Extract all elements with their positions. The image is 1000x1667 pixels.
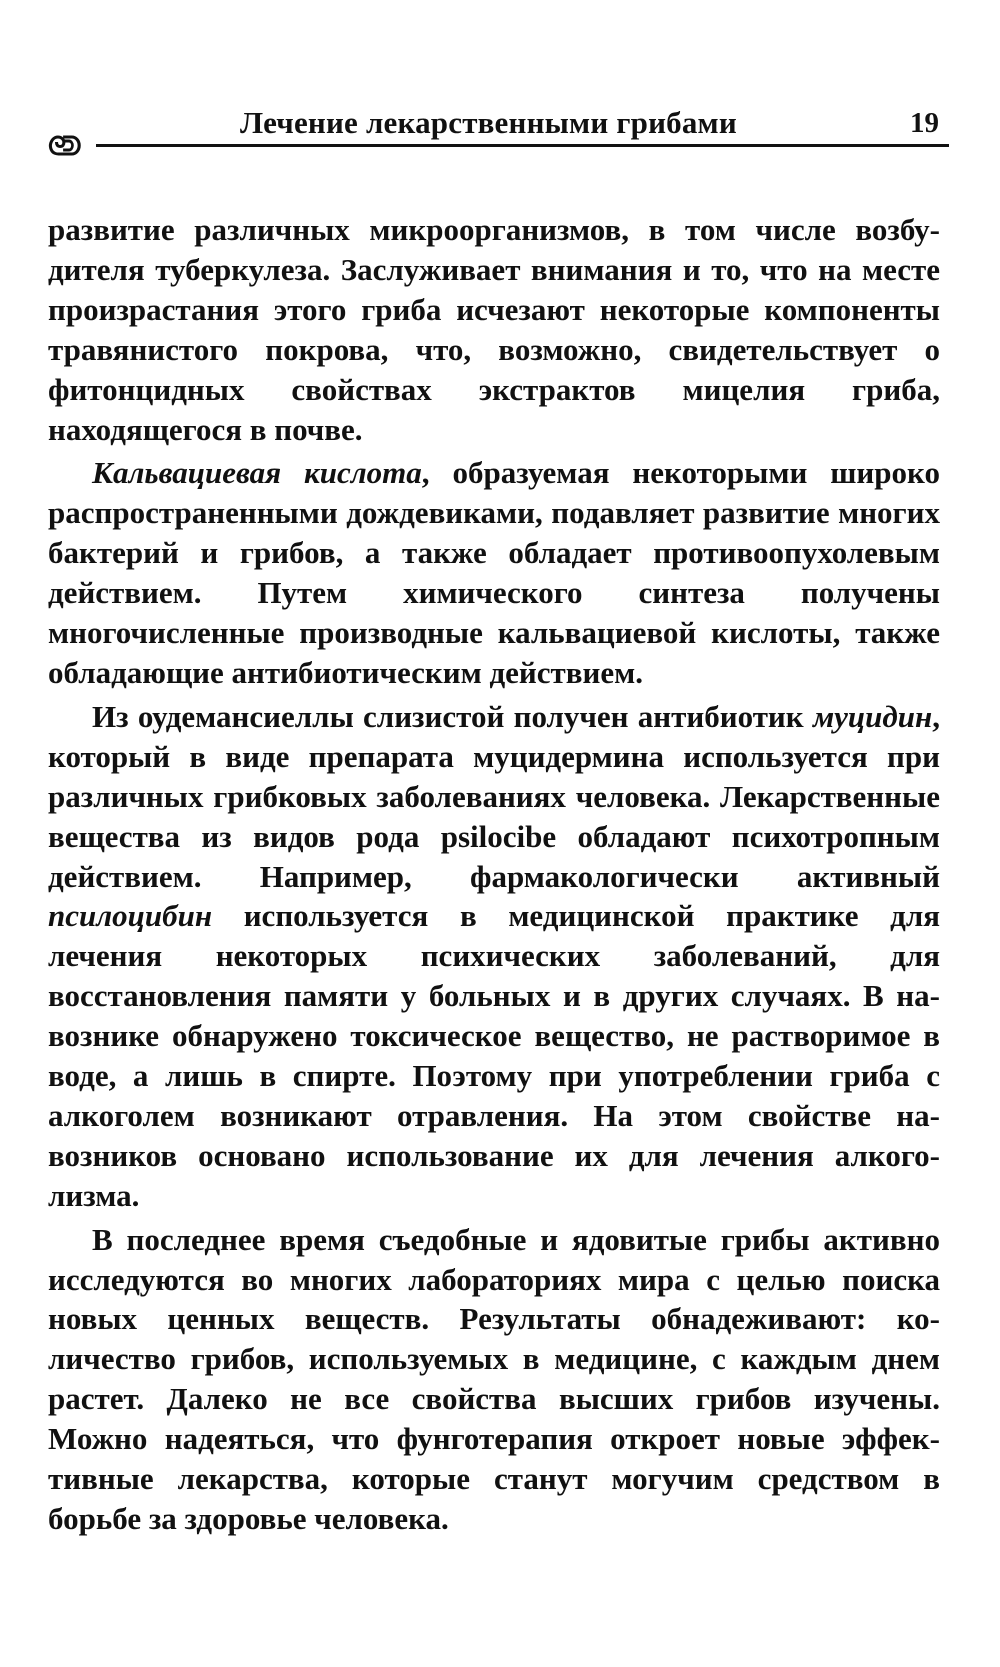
term-italic: псилоцибин	[48, 898, 213, 934]
text-run: , образуемая некоторыми широко распространенными дождевиками, подавляет развитие многих бактерий и грибов, а также обладает противоопухолевым действием. Путем химического синтеза получены многочисленные производные кальвациевой кислоты, также обладающие антибиотическим действием.	[48, 455, 940, 690]
header-rule	[96, 144, 949, 147]
page-number: 19	[910, 107, 939, 139]
text-run: развитие различных микроорганизмов, в том числе возбудителя туберкулеза. Заслуживает внимания и то, что на месте произрастания этого гриба исчезают некоторые компоненты травянистого покрова, что, возможно, свидетельствует о фитонцидных свойствах экстрактов мицелия гриба, находящегося в почве.	[48, 212, 940, 447]
term-italic: муцидин	[812, 698, 933, 734]
text-run: , который в виде препарата муцидермина используется при различных грибковых заболеваниях человека. Лекарственные вещества из видов рода psilocibe обладают психотропным действием. Например, фармакологически активный	[48, 698, 940, 894]
running-title: Лечение лекарственными грибами	[240, 105, 737, 140]
paragraph-1	[48, 210, 940, 449]
paragraph-3	[48, 697, 940, 1216]
body-text	[48, 210, 940, 1543]
running-header	[44, 100, 949, 161]
ornament-icon: ᘓᕲ	[48, 132, 78, 161]
text-run: Из оудемансиеллы слизистой получен антибиотик	[92, 698, 813, 734]
text-run: В последнее время съедобные и ядовитые грибы активно исследуются во многих лабораториях мира с целью поиска новых ценных веществ. Результаты обнадеживают: количество грибов, используемых в медицине, с каждым днем растет. Далеко не все свойства высших грибов изучены. Можно надеяться, что фунготерапия откроет новые эффективные лекарства, которые станут могучим средством в борьбе за здоровье человека.	[48, 1221, 940, 1536]
text-run: используется в медицинской практике для лечения некоторых психических заболеваний, для восстановления памяти у больных и в других случаях. В навознике обнаружено токсическое вещество, не растворимое в воде, а лишь в спирте. Поэтому при употреблении гриба с алкоголем возникают отравления. На этом свойстве навозников основано использование их для лечения алкоголизма.	[48, 898, 940, 1213]
term-italic: Кальвациевая кислота	[92, 455, 422, 491]
paragraph-2	[48, 453, 940, 692]
paragraph-4	[48, 1220, 940, 1539]
